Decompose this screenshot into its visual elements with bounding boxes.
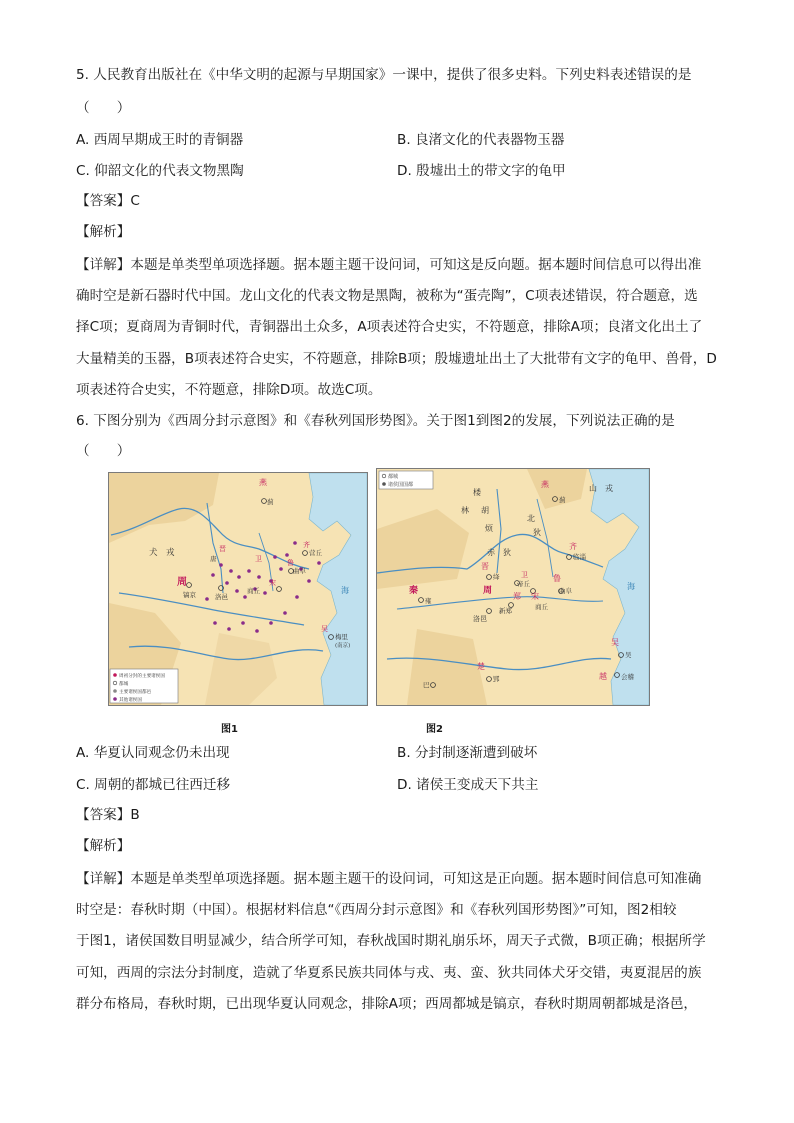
fig1-label-linzi: 营丘	[309, 549, 322, 557]
q6-detail-line: 群分布格局，春秋时期，已出现华夏认同观念，排除A项；西周都城是镐京，春秋时期周朝都城是洛邑，	[76, 996, 698, 1012]
fig2-label-xinzheng: 新郑	[499, 607, 512, 615]
fig2-label-ba: 巴	[423, 681, 430, 689]
fig2-label-zhou: 周	[483, 586, 493, 596]
fig1-label-qufu: 曲阜	[293, 567, 306, 575]
fig2-label-linzi: 临淄	[573, 553, 586, 561]
q6-detail-line: 时空是：春秋时期（中国）。根据材料信息“《西周分封示意图》和《春秋列国形势图》”可知，图2相较	[76, 902, 677, 918]
fig1-label-nanjing: (南京)	[335, 643, 351, 649]
fig2-label-qufu: 曲阜	[559, 587, 572, 595]
q6-option-c: C. 周朝的都城已往西迁移	[76, 777, 231, 793]
figure-2-map	[376, 468, 650, 706]
fig2-label-qi: 齐	[569, 542, 577, 551]
fig1-label-wu: 吴	[321, 625, 328, 633]
q5-answer: 【答案】C	[76, 193, 140, 209]
q5-option-d: D. 殷墟出土的带文字的龟甲	[397, 163, 566, 179]
fig2-label-kuaiji: 会稽	[621, 673, 634, 681]
fig2-label-song: 宋	[531, 592, 539, 601]
fig2-label-ji: 蓟	[559, 496, 566, 504]
fig2-label-shangqiu: 商丘	[535, 603, 548, 611]
fig2-label-lu: 鲁	[553, 574, 561, 583]
q5-analysis-label: 【解析】	[76, 224, 131, 240]
q5-detail-line: 择C项；夏商周为青铜时代，青铜器出土众多，A项表述符合史实，不符题意，排除A项；良渚文化出土了	[76, 319, 703, 335]
q6-analysis-label: 【解析】	[76, 838, 131, 854]
q5-option-a: A. 西周早期成王时的青铜器	[76, 132, 244, 148]
fig2-label-wei: 卫	[521, 571, 528, 579]
fig1-label-luoyi: 洛邑	[215, 593, 228, 601]
fig1-label-tang: 唐	[210, 555, 217, 563]
q5-paren: （ ）	[76, 100, 131, 116]
fig1-legend-item: 周初分封的主要诸侯国	[119, 674, 165, 679]
fig2-label-lou: 楼	[473, 488, 481, 497]
q5-option-c: C. 仰韶文化的代表文物黑陶	[76, 163, 244, 179]
q5-stem: 5. 人民教育出版社在《中华文明的起源与早期国家》一课中，提供了很多史料。下列史料表述错误的是	[76, 67, 692, 83]
fig2-label-luoyi: 洛邑	[473, 615, 487, 623]
fig1-label-lu: 鲁	[287, 559, 294, 567]
fig2-label-jin: 晋	[481, 562, 489, 571]
q6-answer: 【答案】B	[76, 807, 140, 823]
fig2-label-ying: 郢	[493, 675, 500, 683]
fig1-label-zhou: 周	[177, 577, 187, 588]
q5-option-b: B. 良渚文化的代表器物玉器	[397, 132, 565, 148]
fig2-label-di: 狄	[533, 528, 541, 537]
q6-detail-line: 于图1，诸侯国数目明显减少，结合所学可知，春秋战国时期礼崩乐坏，周天子式微，B项正确；根据所学	[76, 933, 706, 949]
fig2-label-yan: 燕	[541, 480, 549, 489]
fig2-label-yong: 雍	[425, 597, 432, 605]
fig1-label-shangqiu: 商丘	[247, 587, 260, 595]
q6-paren: （ ）	[76, 443, 131, 459]
fig1-label-haojing: 镐京	[183, 591, 196, 599]
fig1-label-jin: 晋	[219, 545, 226, 553]
fig2-label-bei: 北	[527, 514, 535, 523]
fig2-label-zheng: 郑	[513, 592, 521, 601]
q5-detail-line: 确时空是新石器时代中国。龙山文化的代表文物是黑陶，被称为“蛋壳陶”，C项表述错误，符合题意，选	[76, 288, 698, 304]
q6-option-d: D. 诸侯王变成天下共主	[397, 777, 539, 793]
fig1-label-song: 宋	[269, 579, 276, 587]
q6-option-a: A. 华夏认同观念仍未出现	[76, 745, 230, 761]
q6-detail-line: 可知，西周的宗法分封制度，造就了华夏系民族共同体与戎、夷、蛮、狄共同体犬牙交错，夷夏混居的族	[76, 965, 702, 981]
fig1-label-sea: 海	[341, 586, 349, 595]
fig2-label-wu: 吴	[611, 638, 619, 647]
fig2-label-diqiu: 帝丘	[517, 580, 530, 588]
fig2-legend-item: 都城	[388, 474, 399, 480]
fig2-label-shanrong: 山 戎	[589, 484, 613, 493]
fig2-legend-item: 诸侯国国都	[388, 482, 414, 488]
q6-option-b: B. 分封制逐渐遭到破坏	[397, 745, 538, 761]
q5-detail-line: 项表述符合史实，不符题意，排除D项。故选C项。	[76, 382, 382, 398]
q5-detail-line: 【详解】本题是单类型单项选择题。据本题主题干设问词，可知这是反向题。据本题时间信息可以得出准	[76, 257, 702, 273]
fig1-label-ji: 蓟	[267, 498, 274, 506]
fig1-label-wei: 卫	[255, 555, 262, 563]
fig2-label-sea: 海	[627, 582, 635, 591]
q6-stem: 6. 下图分别为《西周分封示意图》和《春秋列国形势图》。关于图1到图2的发展，下列说法正确的是	[76, 413, 675, 429]
fig2-label-chu: 楚	[477, 662, 485, 671]
q6-detail-line: 【详解】本题是单类型单项选择题。据本题主题干的设问词，可知这是正向题。据本题时间信息可知准确	[76, 871, 702, 887]
fig2-label-jiang: 绛	[493, 573, 500, 581]
fig2-label-linhu: 林	[461, 506, 469, 515]
fig1-legend-item: 其他诸侯国	[119, 698, 142, 703]
fig2-label-yue: 越	[599, 672, 607, 681]
fig2-label-hu: 胡	[481, 506, 489, 515]
fig2-label-di2: 狄	[503, 548, 511, 557]
fig2-label-qin: 秦	[409, 586, 419, 596]
figure-2-caption: 图2	[426, 724, 443, 735]
fig2-label-fan: 烦	[485, 524, 493, 533]
q5-detail-line: 大量精美的玉器，B项表述符合史实，不符题意，排除B项；殷墟遗址出土了大批带有文字的龟甲、兽骨，D	[76, 351, 717, 367]
fig2-label-chidi: 赤	[487, 548, 495, 557]
fig2-label-wu-city: 吴	[625, 651, 632, 659]
fig1-label-meili: 梅里	[335, 633, 348, 641]
fig1-legend-item: 都城	[119, 682, 129, 687]
fig1-label-quanrong: 犬 戎	[149, 548, 175, 558]
fig1-legend-item: 主要诸侯国都邑	[119, 690, 152, 695]
fig1-label-qi: 齐	[303, 541, 310, 549]
fig1-label-yan: 燕	[259, 478, 267, 487]
figure-1-map	[108, 472, 368, 706]
figure-1-caption: 图1	[221, 724, 238, 735]
